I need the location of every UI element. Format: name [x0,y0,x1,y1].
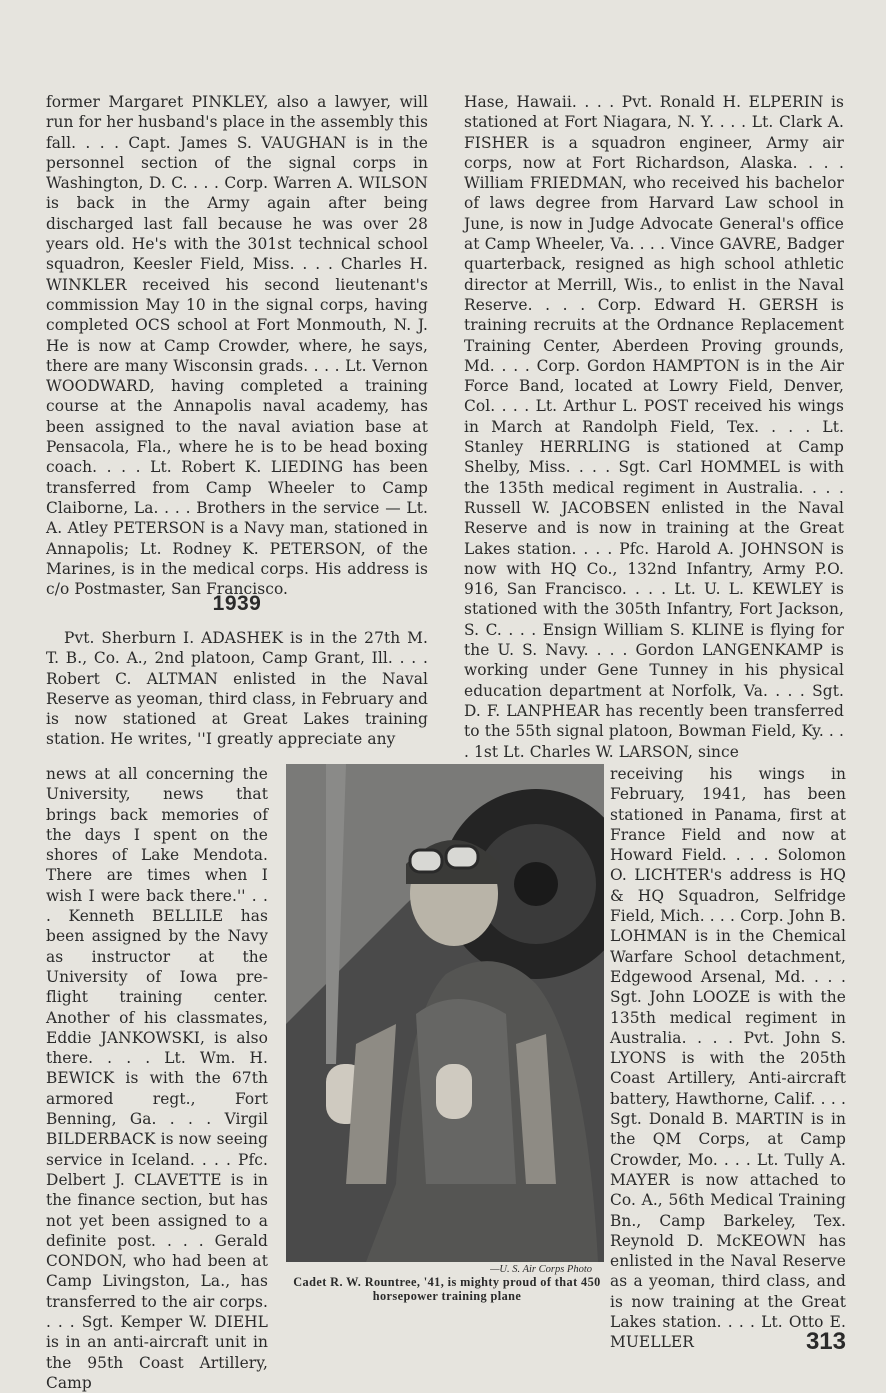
right-column-narrow-text [610,764,846,1353]
paragraph: Hase, Hawaii. . . . Pvt. Ronald H. ELPERIN is stationed at Fort Niagara, N. Y. . . . Lt. Clark A. FISHER is a squadron engineer, Army air corps, now at Fort Richardson, Alaska. . . . William FRIEDMAN, who received his bachelor of laws degree from Harvard Law school in June, is now in Judge Advocate General's office at Camp Wheeler, Va. . . . Vince GAVRE, Badger quarterback, resigned as high school athletic director at Merrill, Wis., to enlist in the Naval Reserve. . . . Corp. Edward H. GERSH is training recruits at the Ordnance Replacement Training Center, Aberdeen Proving grounds, Md. . . . Corp. Gordon HAMPTON is in the Air Force Band, located at Lowry Field, Denver, Col. . . . Lt. Arthur L. POST received his wings in March at Randolph Field, Tex. . . . Lt. Stanley HERRLING is stationed at Camp Shelby, Miss. . . . Sgt. Carl HOMMEL is with the 135th medical regiment in Australia. . . . Russell W. JACOBSEN enlisted in the Naval Reserve and is now in training at the Great Lakes station. . . . Pfc. Harold A. JOHNSON is now with HQ Co., 132nd Infantry, Army P.O. 916, San Francisco. . . . Lt. U. L. KEWLEY is stationed with the 305th Infantry, Fort Jackson, S. C. . . . Ensign William S. KLINE is flying for the U. S. Navy. . . . Gordon LANGENKAMP is working under Gene Tunney in his physical education department at Norfolk, Va. . . . Sgt. D. F. LANPHEAR has recently been transferred to the 55th signal platoon, Bowman Field, Ky. . . . 1st Lt. Charles W. LARSON, since [464,93,844,761]
right-column-top-text [464,92,844,762]
left-column-top-text [46,92,428,599]
photo-caption: Cadet R. W. Rountree, '41, is mighty proud of that 450 horsepower training plane [293,1275,601,1303]
paragraph: receiving his wings in February, 1941, has been stationed in Panama, first at France Field and now at Howard Field. . . . Solomon O. LICHTER's address is HQ & HQ Squadron, Selfridge Field, Mich. . . . Corp. John B. LOHMAN is in the Chemical Warfare School detachment, Edgewood Arsenal, Md. . . . Sgt. John LOOZE is with the 135th medical regiment in Australia. . . . Pvt. John S. LYONS is with the 205th Coast Artillery, Anti-aircraft battery, Hawthorne, Calif. . . . Sgt. Donald B. MARTIN is in the QM Corps, at Camp Crowder, Mo. . . . Lt. Tully A. MAYER is now attached to Co. A., 56th Medical Training Bn., Camp Barkeley, Tex. Reynold D. McKEOWN has enlisted in the Naval Reserve as a yeoman, third class, and is now training at the Great Lakes station. . . . Lt. Otto E. MUELLER [610,765,846,1352]
page-number: 313 [805,1328,846,1355]
cadet-airplane-photo [286,764,604,1262]
left-column-narrow-text [46,764,268,1393]
paragraph: former Margaret PINKLEY, also a lawyer, will run for her husband's place in the assembly this fall. . . . Capt. James S. VAUGHAN is in the personnel section of the signal corps in Washington, D. C. . . . Corp. Warren A. WILSON is back in the Army again after being discharged last fall because he was over 28 years old. He's with the 301st technical school squadron, Keesler Field, Miss. . . . Charles H. WINKLER received his second lieutenant's commission May 10 in the signal corps, having completed OCS school at Fort Monmouth, N. J. He is now at Camp Crowder, where, he says, there are many Wisconsin grads. . . . Lt. Vernon WOODWARD, having completed a training course at the Annapolis naval academy, has been assigned to the naval aviation base at Pensacola, Fla., where he is to be head boxing coach. . . . Lt. Robert K. LIEDING has been transferred from Camp Wheeler to Camp Claiborne, La. . . . Brothers in the service — Lt. A. Atley PETERSON is a Navy man, stationed in Annapolis; Lt. Rodney K. PETERSON, of the Marines, is in the medical corps. His address is c/o Postmaster, San Francisco. [46,93,428,599]
left-column-section-start [46,628,428,750]
photo-illustration [286,764,604,1262]
paragraph: news at all concerning the University, news that brings back memories of the days I spent on the shores of Lake Mendota. There are times when I wish I were back there.'' . . . Kenneth BELLILE has been assigned by the Navy as instructor at the University of Iowa pre-flight training center. Another of his classmates, Eddie JANKOWSKI, is also there. . . . Lt. Wm. H. BEWICK is with the 67th armored regt., Fort Benning, Ga. . . . Virgil BILDERBACK is now seeing service in Iceland. . . . Pfc. Delbert J. CLAVETTE is in the finance section, but has not yet been assigned to a definite post. . . . Gerald CONDON, who had been at Camp Livingston, La., has transferred to the air corps. . . . Sgt. Kemper W. DIEHL is in an anti-aircraft unit in the 95th Coast Artillery, Camp [46,765,268,1392]
class-year-heading: 1939 [212,592,262,615]
photo-credit: —U. S. Air Corps Photo [490,1264,592,1275]
paragraph: Pvt. Sherburn I. ADASHEK is in the 27th M. T. B., Co. A., 2nd platoon, Camp Grant, Ill. . . . Robert C. ALTMAN enlisted in the Naval Reserve as yeoman, third class, in February and is now stationed at Great Lakes training station. He writes, ''I greatly appreciate any [46,629,428,749]
